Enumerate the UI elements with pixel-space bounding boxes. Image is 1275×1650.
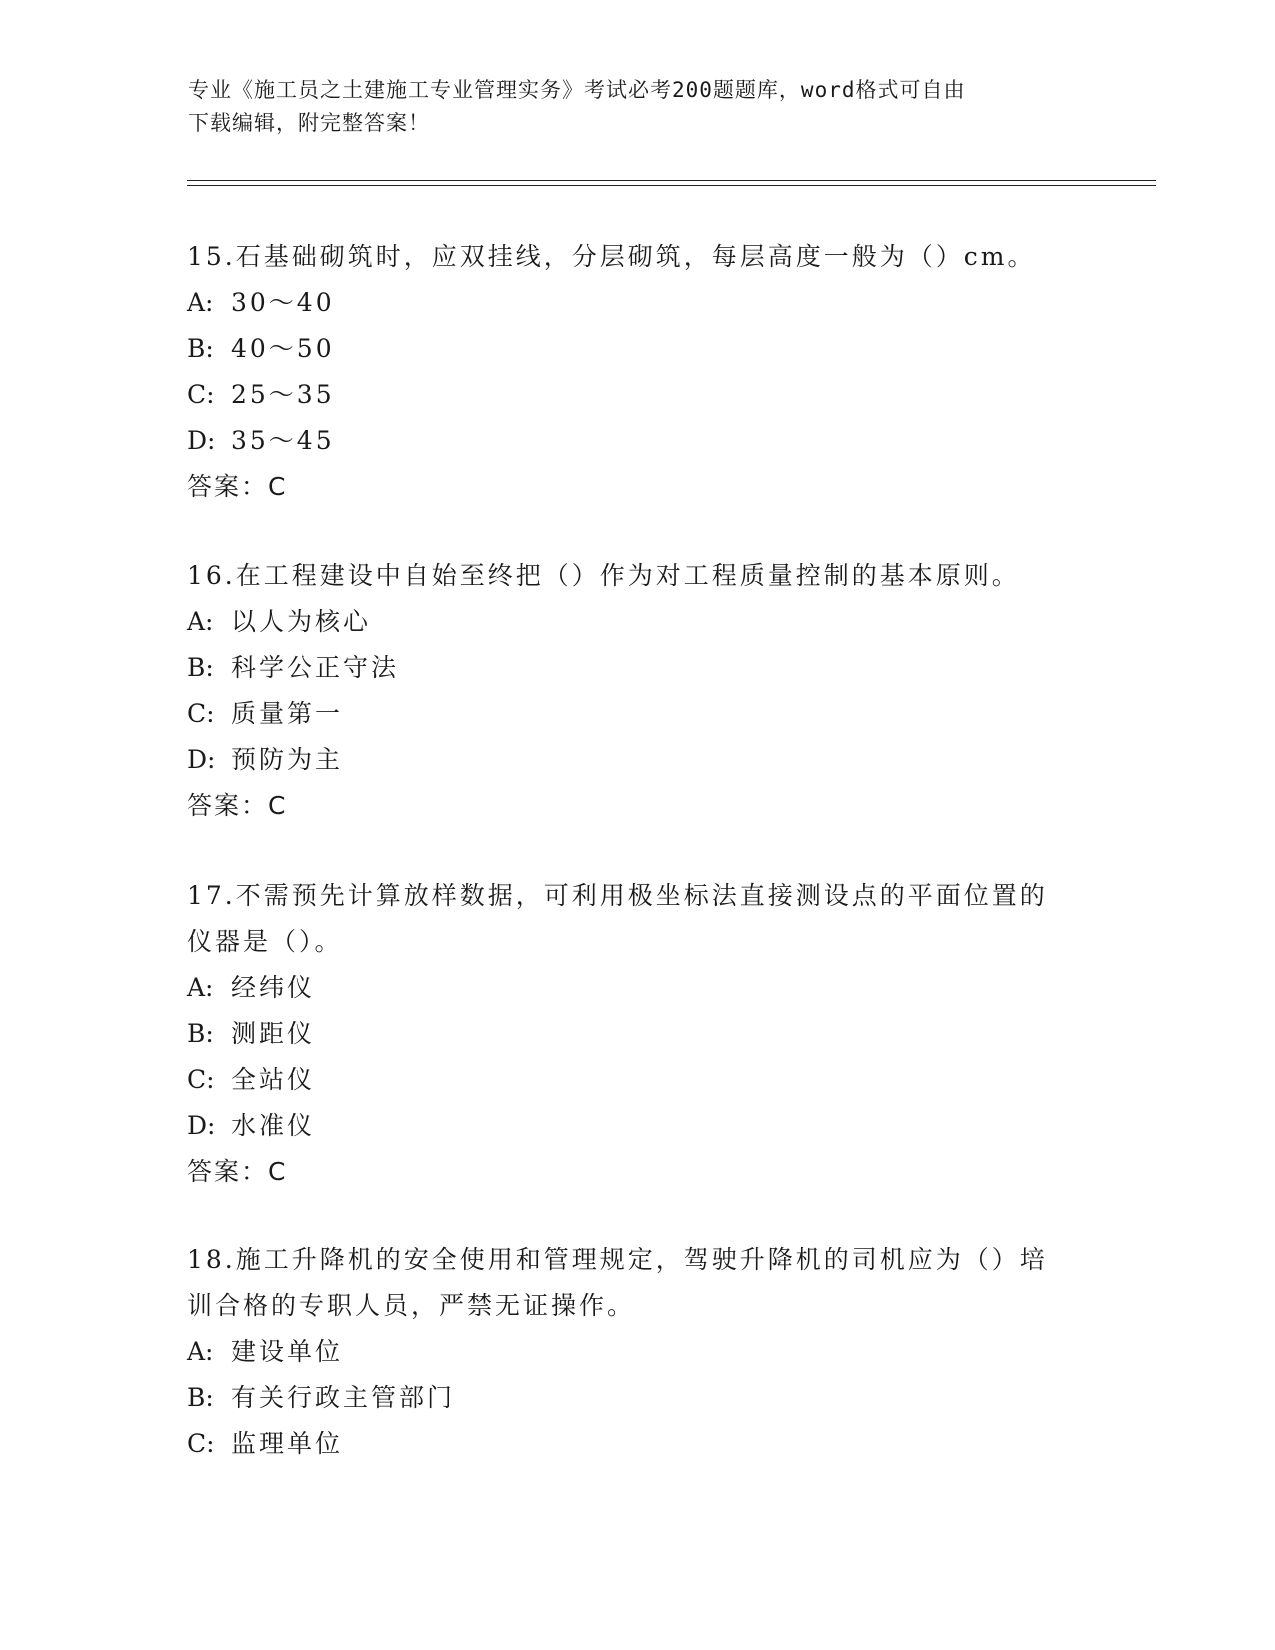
question-stem-line: 训合格的专职人员，严禁无证操作。	[187, 1291, 636, 1320]
answer-line: 答案：C	[187, 791, 288, 820]
option-text: 科学公正守法	[231, 653, 400, 682]
option-c	[187, 1057, 1077, 1103]
option-text: 以人为核心	[231, 607, 372, 636]
option-text: 40～50	[231, 334, 335, 363]
option-letter: B:	[187, 334, 214, 363]
question-stem	[187, 873, 1077, 965]
option-text: 监理单位	[231, 1429, 344, 1458]
option-text: 30～40	[231, 288, 335, 317]
question-18	[187, 1237, 1077, 1467]
option-letter: D:	[187, 745, 216, 774]
option-letter: A:	[187, 607, 214, 636]
option-c	[187, 1421, 1077, 1467]
question-stem-line: 17.不需预先计算放样数据，可利用极坐标法直接测设点的平面位置的	[187, 881, 1048, 910]
question-stem-line: 15.石基础砌筑时，应双挂线，分层砌筑，每层高度一般为（）cm。	[187, 242, 1036, 271]
option-text: 建设单位	[231, 1337, 344, 1366]
option-a	[187, 599, 1077, 645]
option-letter: C:	[187, 380, 215, 409]
option-a	[187, 280, 1077, 326]
question-stem	[187, 234, 1077, 280]
option-c	[187, 372, 1077, 418]
question-stem-line: 18.施工升降机的安全使用和管理规定，驾驶升降机的司机应为（）培	[187, 1245, 1048, 1274]
option-letter: B:	[187, 653, 214, 682]
option-letter: D:	[187, 1111, 216, 1140]
option-letter: C:	[187, 699, 215, 728]
option-letter: B:	[187, 1383, 214, 1412]
question-stem	[187, 1237, 1077, 1329]
question-stem	[187, 553, 1077, 599]
option-c	[187, 691, 1077, 737]
header-line-2: 下载编辑，附完整答案！	[188, 111, 430, 135]
option-a	[187, 1329, 1077, 1375]
option-letter: A:	[187, 288, 214, 317]
option-text: 经纬仪	[231, 973, 316, 1002]
question-16	[187, 553, 1077, 829]
option-d	[187, 418, 1077, 464]
option-text: 水准仪	[231, 1111, 316, 1140]
header-divider-top	[187, 180, 1156, 181]
question-stem-line: 16.在工程建设中自始至终把（）作为对工程质量控制的基本原则。	[187, 561, 1020, 590]
option-text: 测距仪	[231, 1019, 316, 1048]
option-text: 有关行政主管部门	[231, 1383, 456, 1412]
option-text: 35～45	[231, 426, 335, 455]
question-15	[187, 234, 1077, 510]
option-letter: A:	[187, 1337, 214, 1366]
header-divider-bottom	[187, 185, 1156, 186]
answer-line: 答案：C	[187, 472, 288, 501]
option-letter: C:	[187, 1065, 215, 1094]
question-stem-line: 仪器是（）。	[187, 927, 343, 956]
question-17	[187, 873, 1077, 1195]
option-b	[187, 326, 1077, 372]
option-text: 预防为主	[231, 745, 344, 774]
answer-line: 答案：C	[187, 1157, 288, 1186]
header-line-1: 专业《施工员之土建施工专业管理实务》考试必考200题题库，word格式可自由	[188, 78, 966, 102]
option-text: 25～35	[231, 380, 335, 409]
option-d	[187, 1103, 1077, 1149]
option-text: 全站仪	[231, 1065, 316, 1094]
option-b	[187, 1375, 1077, 1421]
option-letter: C:	[187, 1429, 215, 1458]
option-letter: B:	[187, 1019, 214, 1048]
option-d	[187, 737, 1077, 783]
document-header	[188, 74, 1068, 140]
option-a	[187, 965, 1077, 1011]
option-b	[187, 645, 1077, 691]
option-text: 质量第一	[231, 699, 344, 728]
option-b	[187, 1011, 1077, 1057]
option-letter: A:	[187, 973, 214, 1002]
option-letter: D:	[187, 426, 216, 455]
